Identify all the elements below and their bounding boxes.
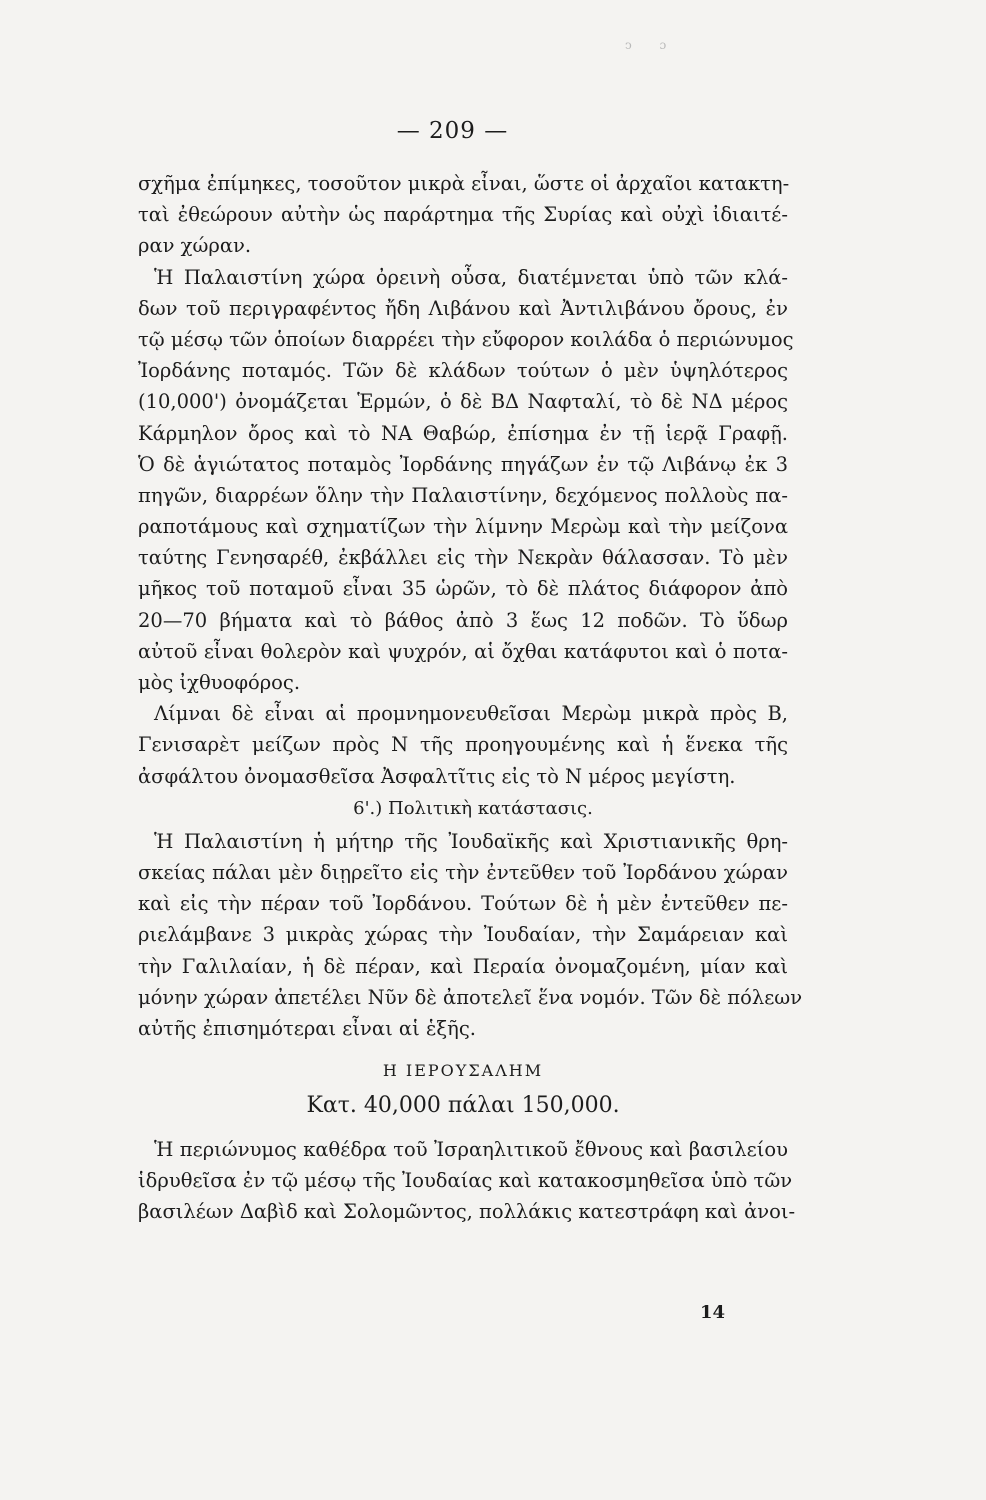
signature-mark: 14 xyxy=(700,1302,726,1323)
text-line: μόνην χώραν ἀπετέλει Νῦν δὲ ἀποτελεῖ ἕνα νομόν. Τῶν δὲ πόλεων xyxy=(138,985,803,1009)
text-line: τὴν Γαλιλαίαν, ἡ δὲ πέραν, καὶ Περαία ὀνομαζομένη, μίαν καὶ xyxy=(138,954,788,978)
text-line: ραποτάμους καὶ σχηματίζων τὴν λίμνην Μερὼμ καὶ τὴν μείζονα xyxy=(138,515,788,539)
text-line: τῷ μέσῳ τῶν ὁποίων διαρρέει τὴν εὔφορον κοιλάδα ὁ περιώνυμος xyxy=(138,327,794,351)
section-heading: 6'.) Πολιτικὴ κατάστασις. xyxy=(353,797,593,819)
text-line: πηγῶν, διαρρέων ὅλην τὴν Παλαιστίνην, δεχόμενος πολλοὺς πα- xyxy=(138,483,788,507)
text-line: ραν χώραν. xyxy=(138,234,252,258)
text-line: αὐτῆς ἐπισημότεραι εἶναι αἱ ἑξῆς. xyxy=(138,1016,476,1040)
population-line: Κατ. 40,000 πάλαι 150,000. xyxy=(306,1093,620,1119)
text-line: βασιλέων Δαβὶδ καὶ Σολομῶντος, πολλάκις κατεστράφη καὶ ἀνοι- xyxy=(138,1200,796,1224)
text-line: μῆκος τοῦ ποταμοῦ εἶναι 35 ὡρῶν, τὸ δὲ πλάτος διάφορον ἀπὸ xyxy=(138,577,788,601)
text-line: δων τοῦ περιγραφέντος ἤδη Λιβάνου καὶ Ἀντιλιβάνου ὄρους, ἐν xyxy=(138,296,788,320)
text-line: Ἡ Παλαιστίνη ἡ μήτηρ τῆς Ἰουδαϊκῆς καὶ Χριστιανικῆς θρη- xyxy=(154,829,788,853)
spacer xyxy=(138,1124,788,1134)
spacer xyxy=(138,1044,788,1054)
text-line: ἀσφάλτου ὀνομασθεῖσα Ἀσφαλτῖτις εἰς τὸ Ν μέρος μεγίστη. xyxy=(138,764,736,788)
text-line: Ἡ Παλαιστίνη χώρα ὀρεινὴ οὖσα, διατέμνεται ὑπὸ τῶν κλά- xyxy=(154,265,788,289)
text-line: Γενισαρὲτ μείζων πρὸς Ν τῆς προηγουμένης καὶ ἡ ἕνεκα τῆς xyxy=(138,733,788,757)
text-line: σχῆμα ἐπίμηκες, τοσοῦτον μικρὰ εἶναι, ὥστε οἱ ἀρχαῖοι κατακτη- xyxy=(138,172,790,195)
text-line: ριελάμβανε 3 μικρὰς χώρας τὴν Ἰουδαίαν, τὴν Σαμάρειαν καὶ xyxy=(138,923,788,947)
text-line: Λίμναι δὲ εἶναι αἱ προμνημονευθεῖσαι Μερὼμ μικρὰ πρὸς Β, xyxy=(154,702,788,726)
text-line: 20—70 βήματα καὶ τὸ βάθος ἀπὸ 3 ἕως 12 ποδῶν. Τὸ ὕδωρ xyxy=(138,608,788,632)
text-line: Ὁ δὲ ἁγιώτατος ποταμὸς Ἰορδάνης πηγάζων ἐν τῷ Λιβάνῳ ἐκ 3 xyxy=(138,452,788,476)
text-line: αὐτοῦ εἶναι θολερὸν καὶ ψυχρόν, αἱ ὄχθαι κατάφυτοι καὶ ὁ ποτα- xyxy=(138,639,788,663)
text-line: μὸς ἰχθυοφόρος. xyxy=(138,671,301,694)
text-line: καὶ εἰς τὴν πέραν τοῦ Ἰορδάνου. Τούτων δὲ ἡ μὲν ἐντεῦθεν πε- xyxy=(138,892,788,916)
text-line: ταὶ ἐθεώρουν αὐτὴν ὡς παράρτημα τῆς Συρίας καὶ οὐχὶ ἰδιαιτέ- xyxy=(138,203,788,227)
body-text xyxy=(138,168,803,1228)
corner-marks: ͻ ɔ xyxy=(625,38,679,52)
text-line: (10,000') ὀνομάζεται Ἑρμών, ὁ δὲ ΒΔ Ναφταλί, τὸ δὲ ΝΔ μέρος xyxy=(138,390,788,414)
text-line: σκείας πάλαι μὲν διῃρεῖτο εἰς τὴν ἐντεῦθεν τοῦ Ἰορδάνου χώραν xyxy=(138,860,788,884)
page-number: — 209 — xyxy=(396,118,509,144)
text-line: Ἰορδάνης ποταμός. Τῶν δὲ κλάδων τούτων ὁ μὲν ὑψηλότερος xyxy=(138,359,788,383)
text-line: ἱδρυθεῖσα ἐν τῷ μέσῳ τῆς Ἰουδαίας καὶ κατακοσμηθεῖσα ὑπὸ τῶν xyxy=(138,1169,793,1193)
text-line: Ἡ περιώνυμος καθέδρα τοῦ Ἰσραηλιτικοῦ ἔθνους καὶ βασιλείου xyxy=(154,1138,788,1162)
text-line: Κάρμηλον ὄρος καὶ τὸ ΝΑ Θαβώρ, ἐπίσημα ἐν τῇ ἱερᾷ Γραφῇ. xyxy=(138,421,788,445)
city-title: Η ΙΕΡΟΥΣΑΛΗΜ xyxy=(382,1061,544,1081)
text-line: ταύτης Γενησαρέθ, ἐκβάλλει εἰς τὴν Νεκρὰν θάλασσαν. Τὸ μὲν xyxy=(138,546,788,570)
